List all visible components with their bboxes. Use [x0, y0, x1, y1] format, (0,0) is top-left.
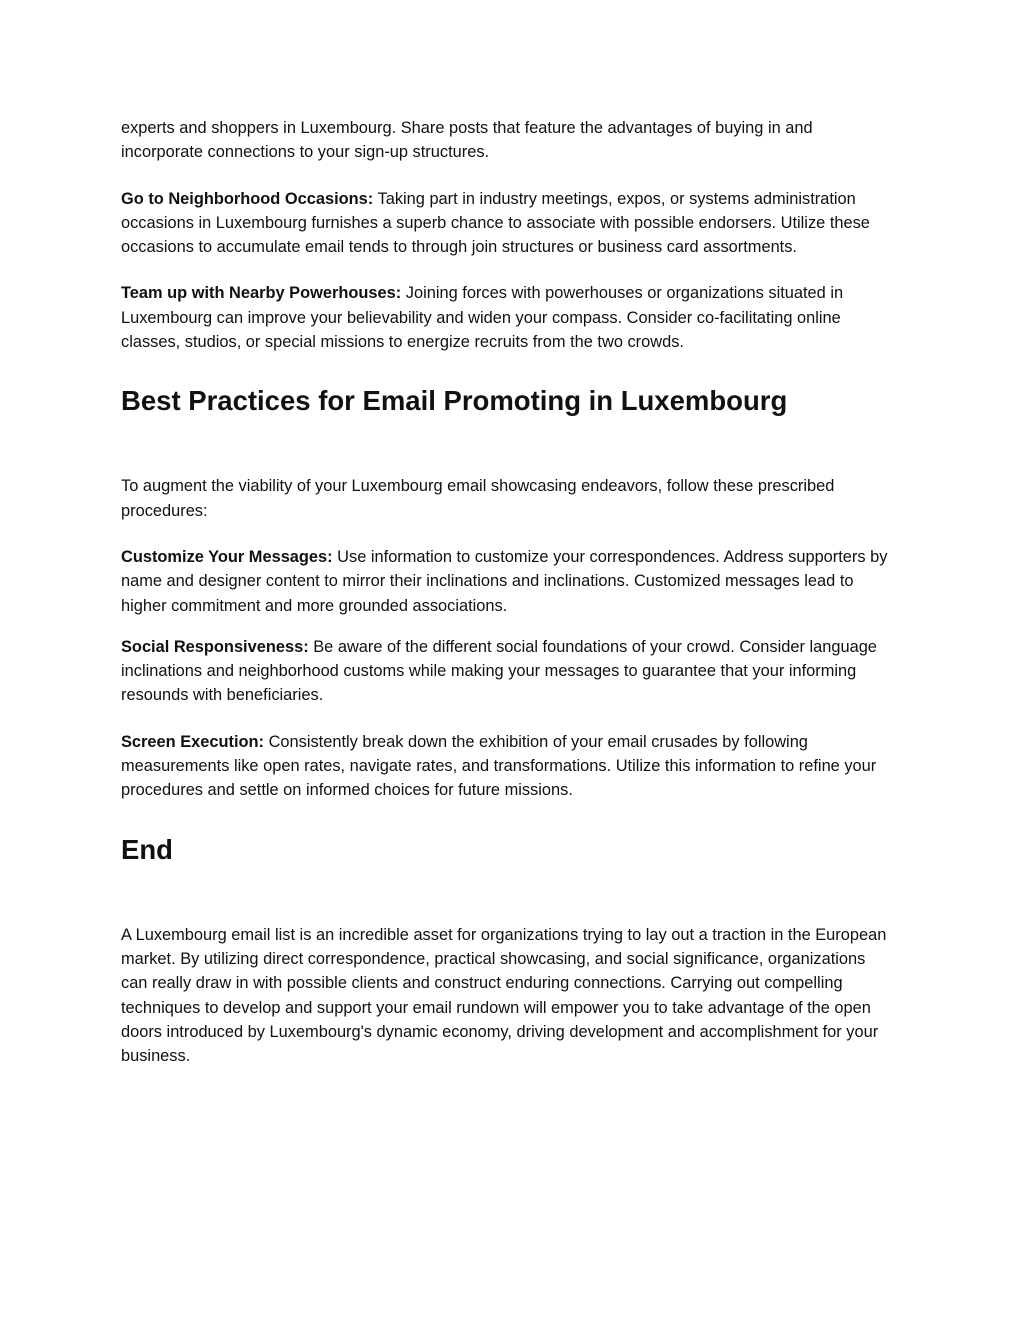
- paragraph-screen-execution: [121, 730, 896, 803]
- paragraph-lead: Customize Your Messages:: [121, 547, 333, 566]
- paragraph-social-responsiveness: [121, 635, 896, 708]
- paragraph-text: experts and shoppers in Luxembourg. Share posts that feature the advantages of buying in and incorporate connections to your sign-up structures.: [121, 119, 813, 162]
- paragraph-text: Taking part in industry meetings, expos, or systems administration occasions in Luxembourg furnishes a superb chance to associate with possible endorsers. Utilize these occasions to accumulate email tends to through join structures or business card assortments.: [121, 189, 870, 257]
- section-heading-end: End: [121, 833, 173, 865]
- paragraph-intro-continued: [121, 116, 896, 165]
- paragraph-text: Be aware of the different social foundations of your crowd. Consider language inclinations and neighborhood customs while making your messages to guarantee that your informing resounds with beneficiaries.: [121, 637, 877, 705]
- paragraph-lead: Screen Execution:: [121, 732, 265, 751]
- paragraph-best-practices-intro: [121, 474, 896, 523]
- document-page: [121, 116, 896, 1068]
- section-heading-best-practices: Best Practices for Email Promoting in Luxembourg: [121, 385, 788, 417]
- paragraph-lead: Go to Neighborhood Occasions:: [121, 189, 374, 208]
- paragraph-text: Consistently break down the exhibition of your email crusades by following measurements like open rates, navigate rates, and transformations. Utilize this information to refine your procedures and settle on informed choices for future missions.: [121, 732, 877, 800]
- paragraph-text: To augment the viability of your Luxembourg email showcasing endeavors, follow these prescribed procedures:: [121, 477, 835, 520]
- paragraph-conclusion: [121, 923, 896, 1069]
- paragraph-lead: Team up with Nearby Powerhouses:: [121, 284, 402, 303]
- paragraph-neighborhood-occasions: [121, 187, 896, 260]
- paragraph-lead: Social Responsiveness:: [121, 637, 309, 656]
- paragraph-text: A Luxembourg email list is an incredible asset for organizations trying to lay out a traction in the European market. By utilizing direct correspondence, practical showcasing, and social significance, organizations can really draw in with possible clients and construct enduring connections. Carrying out compelling techniques to develop and support your email rundown will empower you to take advantage of the open doors introduced by Luxembourg's dynamic economy, driving development and accomplishment for your business.: [121, 925, 887, 1066]
- paragraph-customize-messages: [121, 545, 896, 618]
- paragraph-powerhouses: [121, 281, 896, 354]
- paragraph-text: Use information to customize your correspondences. Address supporters by name and designer content to mirror their inclinations and inclinations. Customized messages lead to higher commitment and more grounded associations.: [121, 547, 888, 615]
- paragraph-text: Joining forces with powerhouses or organizations situated in Luxembourg can improve your believability and widen your compass. Consider co-facilitating online classes, studios, or special missions to energize recruits from the two crowds.: [121, 284, 844, 352]
